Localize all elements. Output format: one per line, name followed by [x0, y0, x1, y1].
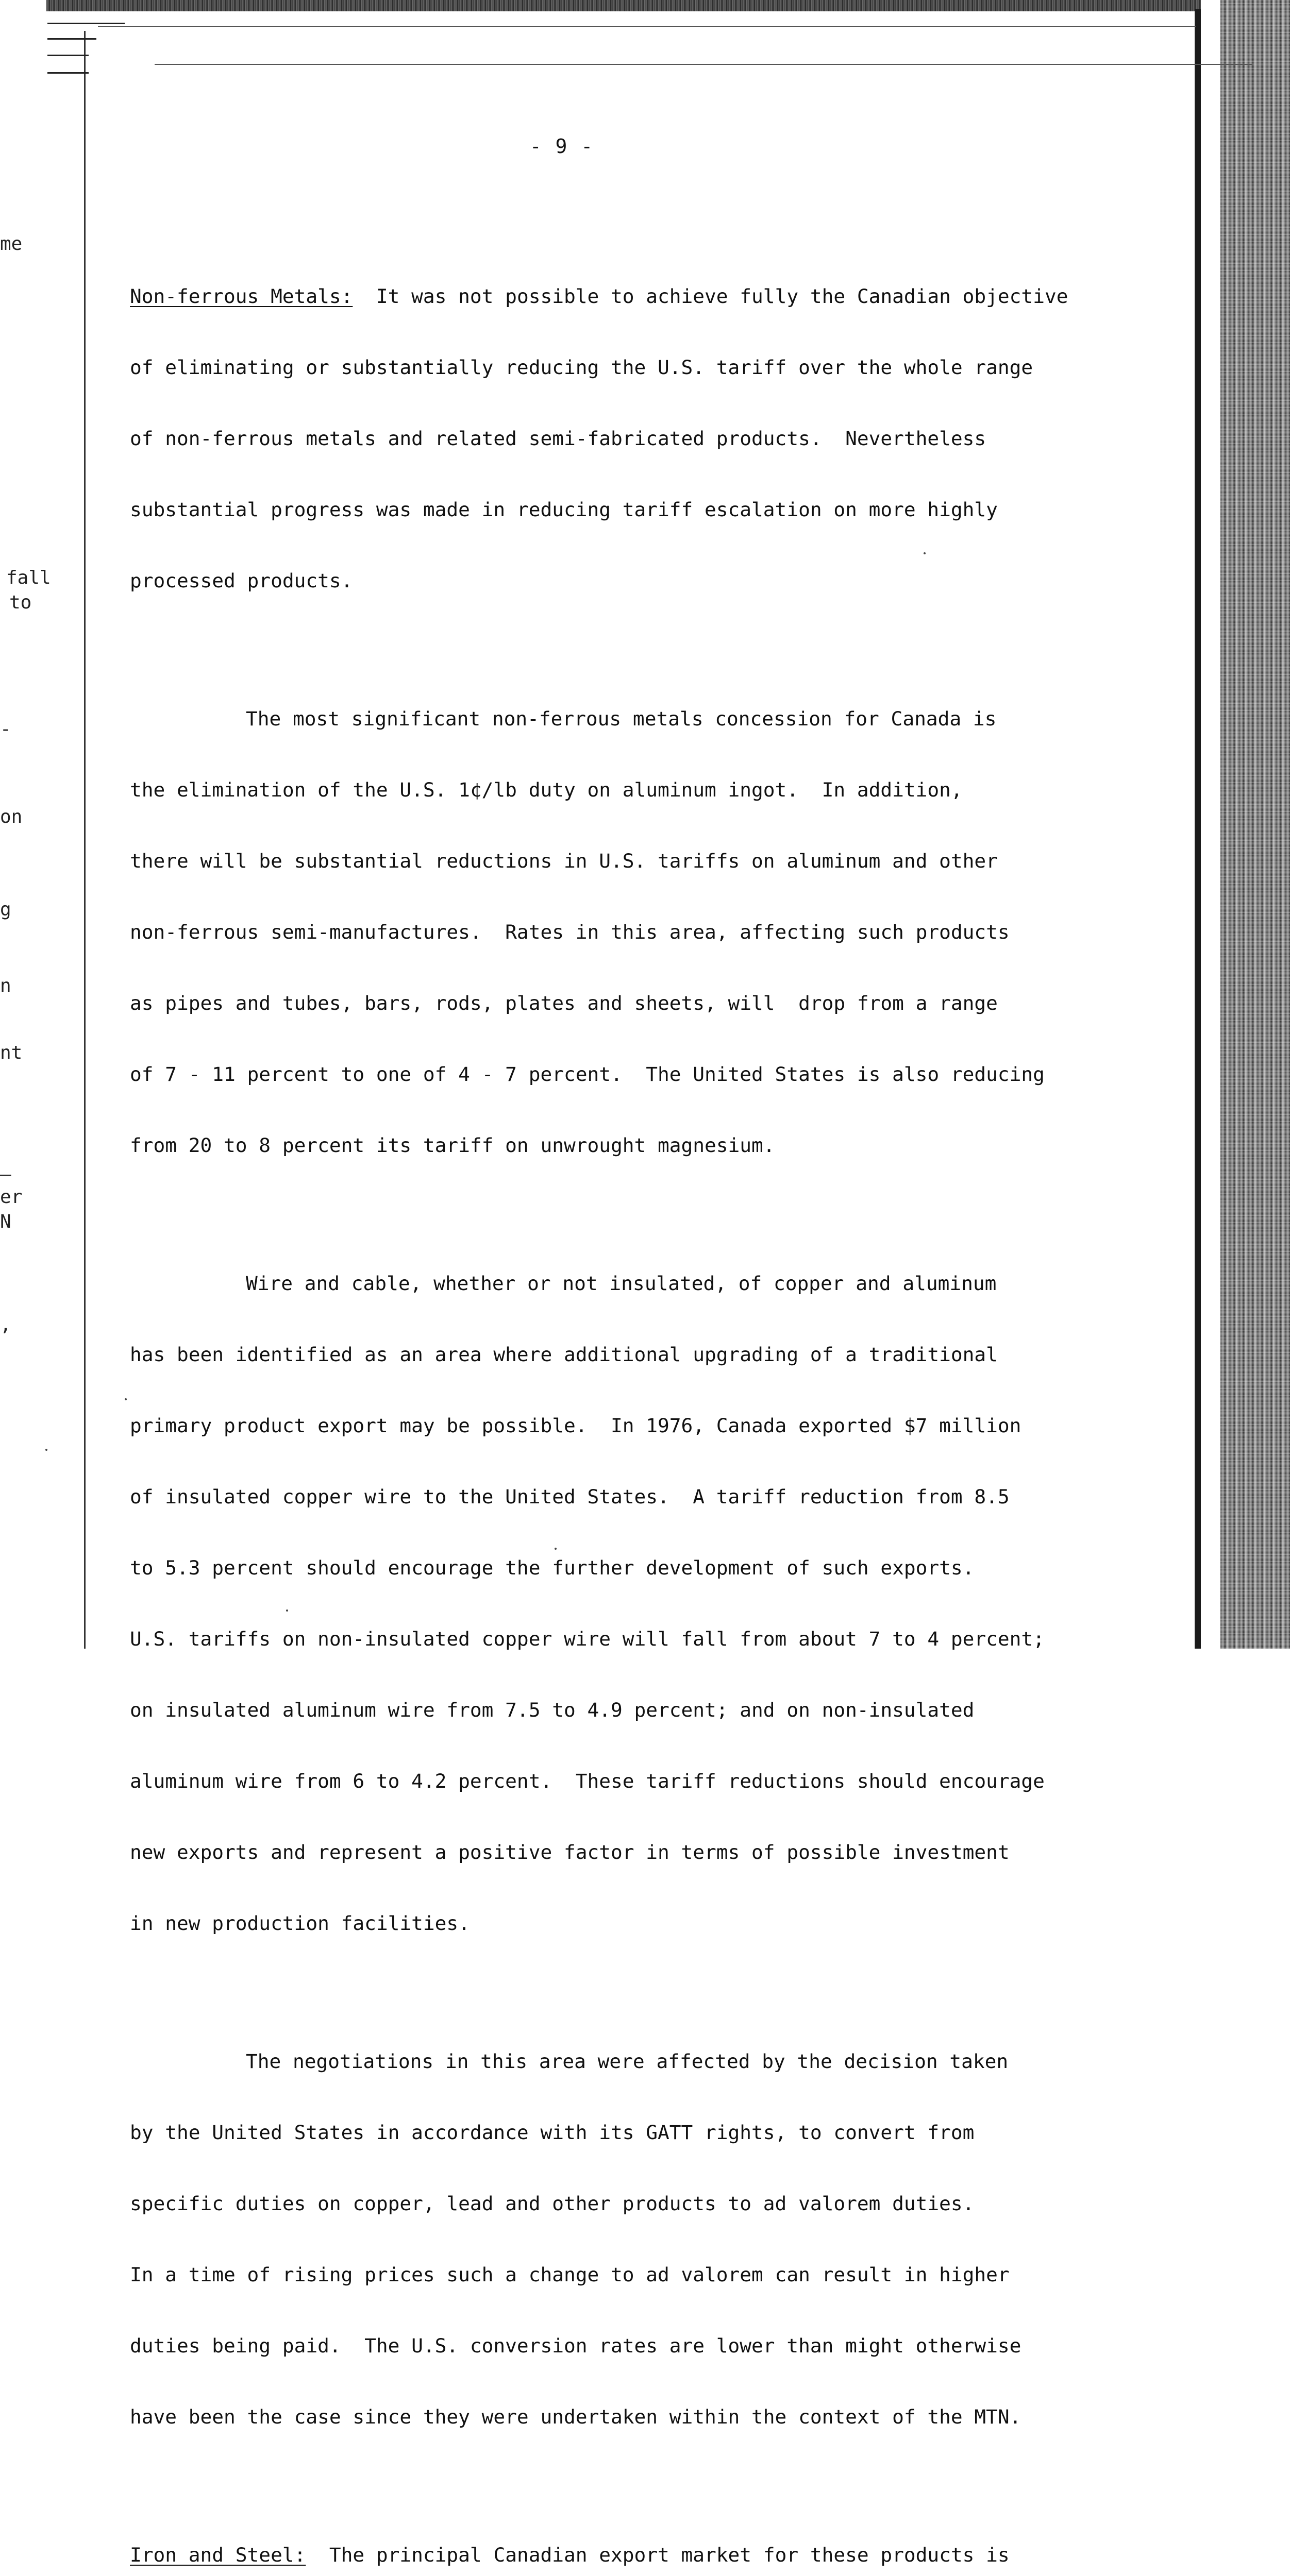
- margin-fragment: –: [0, 1164, 11, 1185]
- section-heading: Non-ferrous Metals:: [130, 285, 353, 308]
- page-right-border: [1195, 9, 1201, 1649]
- margin-fragment: nt: [0, 1042, 23, 1063]
- margin-fragment: ,: [0, 1314, 11, 1335]
- text-line: the elimination of the U.S. 1¢/lb duty on aluminum ingot. In addition,: [130, 778, 963, 801]
- scan-speck: [125, 1398, 127, 1400]
- text-line: specific duties on copper, lead and other products to ad valorem duties.: [130, 2192, 975, 2215]
- text-line: new exports and represent a positive factor in terms of possible investment: [130, 1841, 1010, 1863]
- text-line: substantial progress was made in reducing tariff escalation on more highly: [130, 498, 998, 521]
- text-line: have been the case since they were undertaken within the context of the MTN.: [130, 2405, 1021, 2428]
- margin-fragment: fall: [6, 567, 51, 588]
- text-line: duties being paid. The U.S. conversion rates are lower than might otherwise: [130, 2334, 1021, 2357]
- margin-fragment: g: [0, 899, 11, 920]
- margin-fragment: n: [0, 975, 11, 996]
- scan-right-edge: [1220, 0, 1290, 1649]
- margin-fragment: on: [0, 806, 23, 827]
- text-line: The negotiations in this area were affected by the decision taken: [246, 2050, 1009, 2073]
- margin-fragment: -: [0, 719, 11, 740]
- stacked-page-edge: [155, 64, 1252, 65]
- text-line: in new production facilities.: [130, 1912, 470, 1935]
- text-line: as pipes and tubes, bars, rods, plates and sheets, will drop from a range: [130, 992, 998, 1014]
- margin-fragment: N: [0, 1211, 11, 1232]
- text-line: of insulated copper wire to the United States. A tariff reduction from 8.5: [130, 1485, 1010, 1508]
- text-line: to 5.3 percent should encourage the further development of such exports.: [130, 1556, 975, 1579]
- text-line: The principal Canadian export market for these products is: [329, 2544, 1010, 2566]
- page-left-border: [84, 31, 86, 1649]
- paragraph-wire-and-cable: [130, 1224, 1099, 1982]
- text-line: It was not possible to achieve fully the Canadian objective: [376, 285, 1068, 308]
- scan-speck: [45, 1449, 47, 1451]
- stacked-page-edge: [98, 26, 1196, 27]
- text-line: there will be substantial reductions in U.S. tariffs on aluminum and other: [130, 850, 998, 872]
- section-heading: Iron and Steel:: [130, 2544, 306, 2566]
- text-line: The most significant non-ferrous metals concession for Canada is: [246, 707, 997, 730]
- scan-top-edge: [46, 0, 1201, 11]
- margin-fragment: me: [0, 233, 23, 255]
- text-line: on insulated aluminum wire from 7.5 to 4.9 percent; and on non-insulated: [130, 1699, 975, 1721]
- margin-fragment: er: [0, 1187, 23, 1208]
- section-non-ferrous-metals: [130, 237, 1099, 640]
- text-line: from 20 to 8 percent its tariff on unwrought magnesium.: [130, 1134, 775, 1157]
- text-line: aluminum wire from 6 to 4.2 percent. These tariff reductions should encourage: [130, 1770, 1045, 1792]
- text-line: In a time of rising prices such a change to ad valorem can result in higher: [130, 2263, 1010, 2286]
- text-line: by the United States in accordance with its GATT rights, to convert from: [130, 2121, 975, 2144]
- text-line: non-ferrous semi-manufactures. Rates in this area, affecting such products: [130, 921, 1010, 943]
- text-line: of non-ferrous metals and related semi-fabricated products. Nevertheless: [130, 427, 986, 450]
- paragraph-negotiations: [130, 2002, 1099, 2476]
- text-line: primary product export may be possible. In 1976, Canada exported $7 million: [130, 1414, 1021, 1437]
- margin-fragment: to: [9, 592, 32, 613]
- paragraph-aluminum: [130, 659, 1099, 1205]
- text-line: of eliminating or substantially reducing the U.S. tariff over the whole range: [130, 356, 1033, 379]
- text-line: has been identified as an area where additional upgrading of a traditional: [130, 1343, 998, 1366]
- left-margin-fragments: [0, 0, 82, 1649]
- page-number: - 9 -: [529, 135, 594, 158]
- text-line: processed products.: [130, 569, 353, 592]
- document-body: [130, 237, 1099, 2576]
- section-iron-and-steel: [130, 2496, 1099, 2576]
- text-line: U.S. tariffs on non-insulated copper wire will fall from about 7 to 4 percent;: [130, 1628, 1045, 1650]
- text-line: of 7 - 11 percent to one of 4 - 7 percent. The United States is also reducing: [130, 1063, 1045, 1086]
- text-line: Wire and cable, whether or not insulated, of copper and aluminum: [246, 1272, 997, 1295]
